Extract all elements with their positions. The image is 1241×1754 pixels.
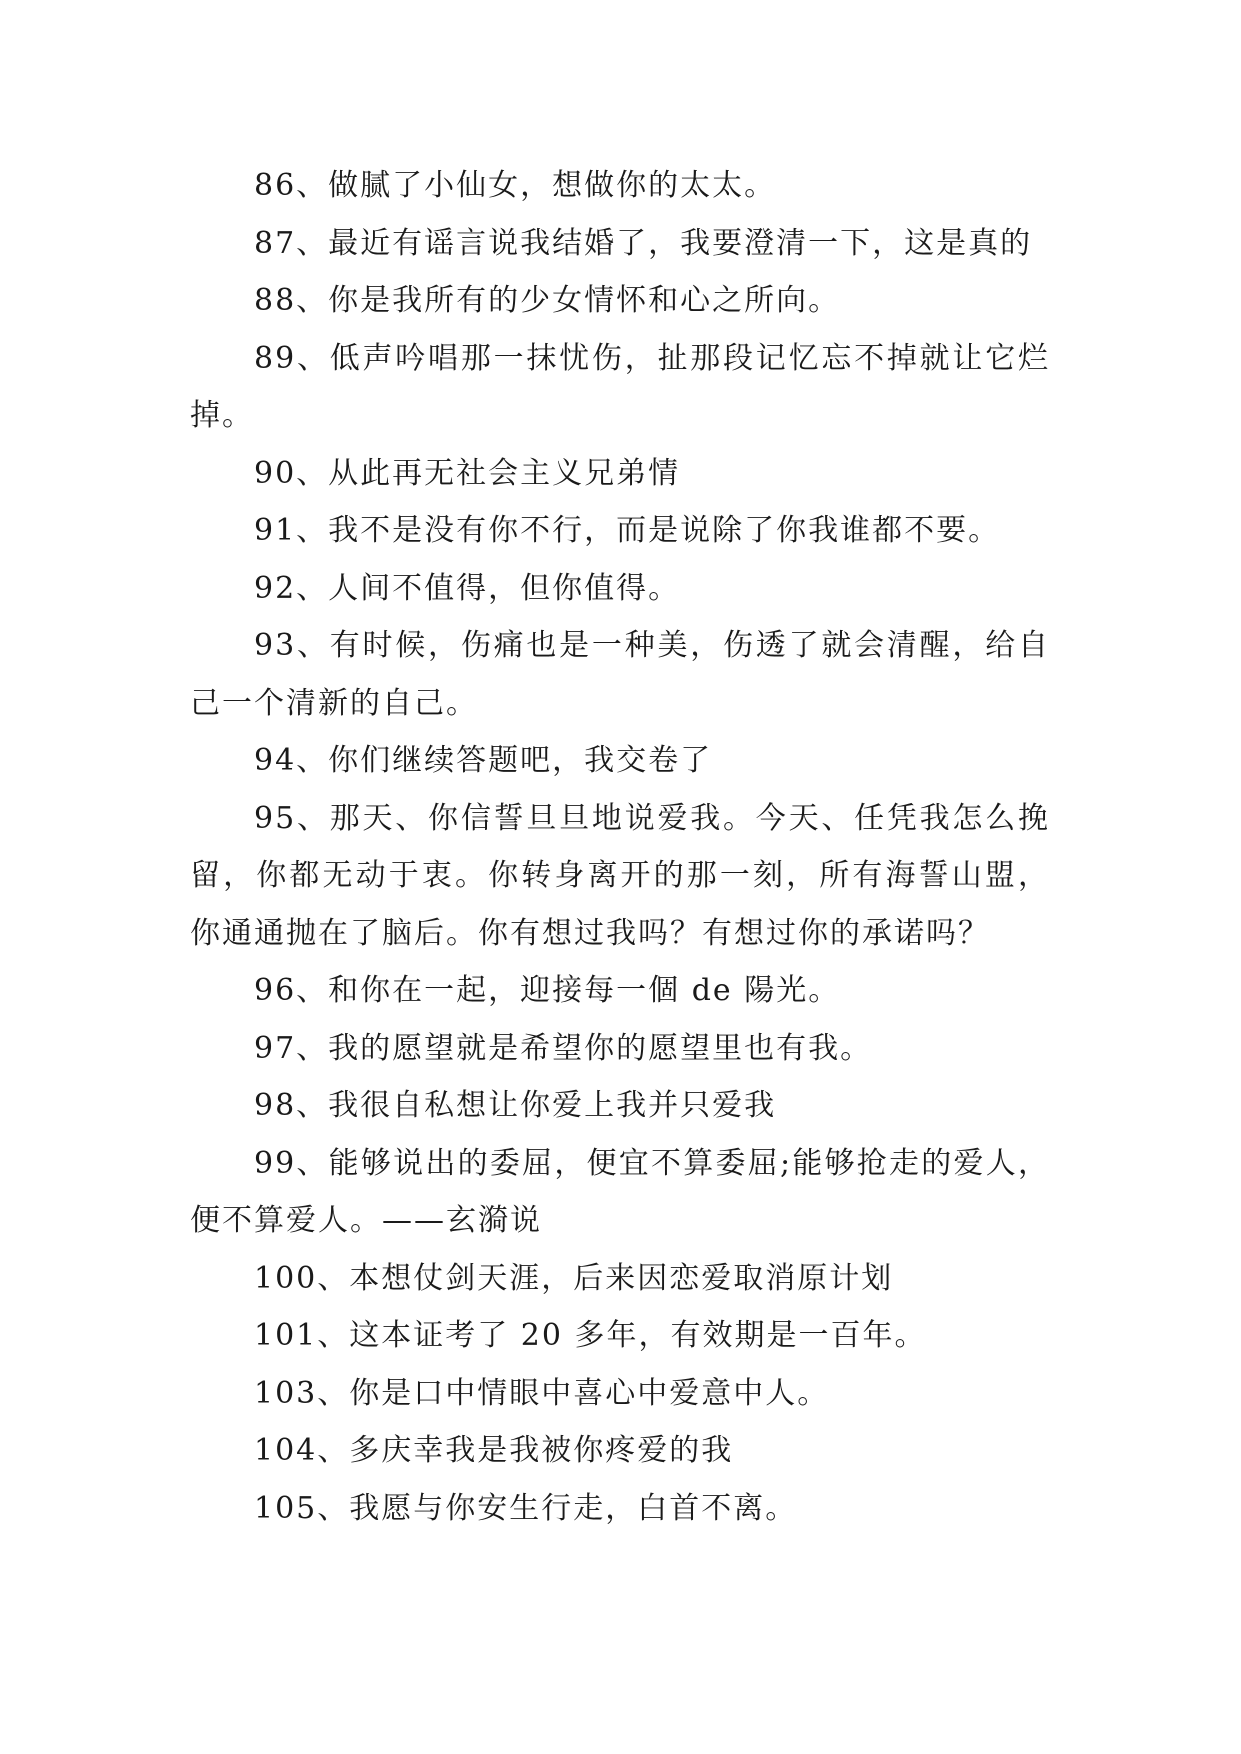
paragraph-98: 98、我很自私想让你爱上我并只爱我	[254, 1088, 777, 1123]
paragraph-101: 101、这本证考了 20 多年，有效期是一百年。	[254, 1318, 927, 1353]
paragraph-90: 90、从此再无社会主义兄弟情	[254, 455, 681, 491]
paragraph-91: 91、我不是没有你不行，而是说除了你我谁都不要。	[254, 513, 1001, 548]
paragraph-96: 96、和你在一起，迎接每一個 de 陽光。	[254, 973, 841, 1008]
paragraph-104: 104、多庆幸我是我被你疼爱的我	[254, 1433, 734, 1468]
paragraph-87: 87、最近有谣言说我结婚了，我要澄清一下，这是真的	[254, 225, 1033, 261]
paragraph-88: 88、你是我所有的少女情怀和心之所向。	[254, 283, 841, 318]
paragraph-95: 95、那天、你信誓旦旦地说爱我。今天、任凭我怎么挽留，你都无动于衷。你转身离开的那一刻，所有海誓山盟，你通通抛在了脑后。你有想过我吗？有想过你的承诺吗？	[190, 800, 1050, 951]
paragraph-94: 94、你们继续答题吧，我交卷了	[254, 743, 713, 778]
paragraph-97: 97、我的愿望就是希望你的愿望里也有我。	[254, 1030, 873, 1066]
paragraph-86: 86、做腻了小仙女，想做你的太太。	[254, 168, 777, 203]
paragraph-103: 103、你是口中情眼中喜心中爱意中人。	[254, 1375, 830, 1411]
paragraph-105: 105、我愿与你安生行走，白首不离。	[254, 1490, 798, 1526]
paragraph-89: 89、低声吟唱那一抹忧伤，扯那段记忆忘不掉就让它烂掉。	[190, 340, 1050, 433]
paragraph-99: 99、能够说出的委屈，便宜不算委屈;能够抢走的爱人，便不算爱人。——玄漪说	[190, 1145, 1050, 1238]
document-body	[190, 157, 1050, 1537]
paragraph-93: 93、有时候，伤痛也是一种美，伤透了就会清醒，给自己一个清新的自己。	[190, 628, 1050, 721]
paragraph-92: 92、人间不值得，但你值得。	[254, 570, 681, 606]
paragraph-100: 100、本想仗剑天涯，后来因恋爱取消原计划	[254, 1260, 894, 1296]
